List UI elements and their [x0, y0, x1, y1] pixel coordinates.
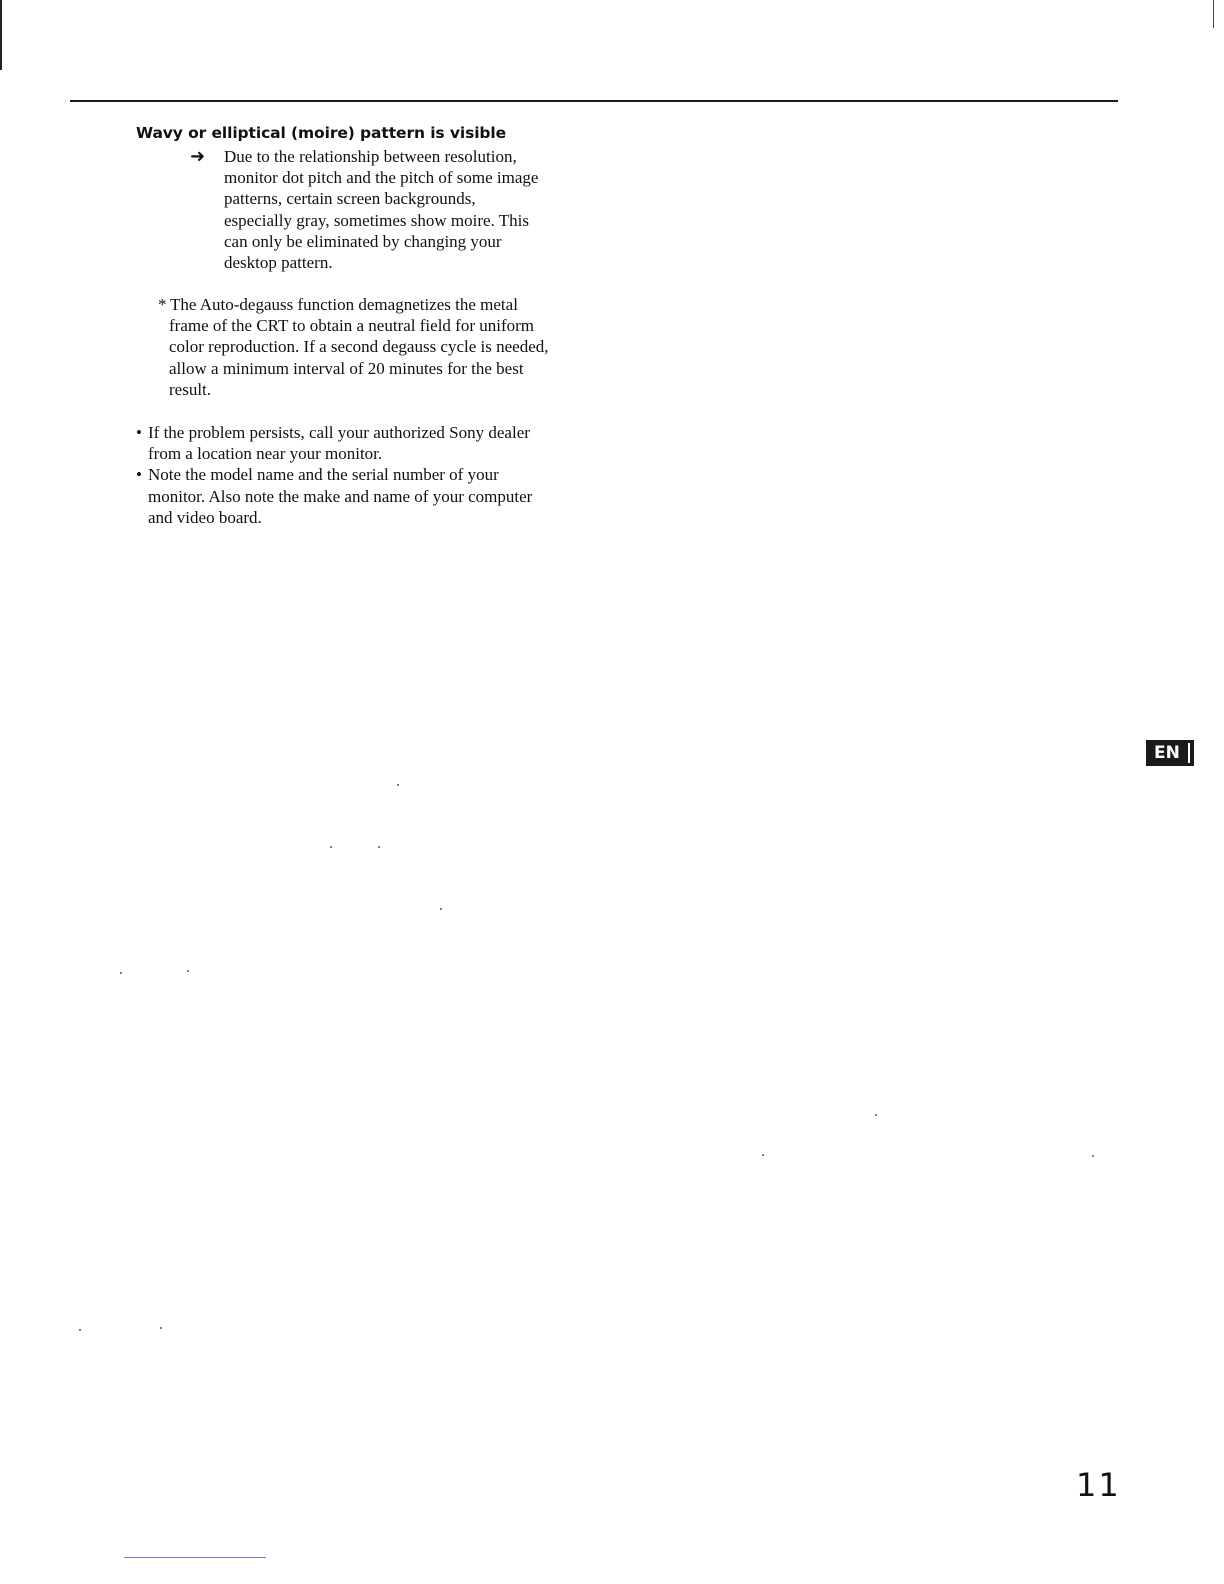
scan-edge-left	[0, 0, 2, 70]
footnote-line: color reproduction. If a second degauss cycle is needed,	[169, 337, 549, 357]
scan-speck	[79, 1329, 81, 1331]
remedy-line: monitor dot pitch and the pitch of some image	[224, 168, 539, 188]
language-tab: EN	[1146, 740, 1194, 766]
remedy-line: can only be eliminated by changing your	[224, 231, 502, 251]
bullet-icon: •	[136, 423, 142, 442]
scan-speck	[330, 846, 332, 848]
scan-speck	[440, 908, 442, 910]
section-heading: Wavy or elliptical (moire) pattern is visible	[136, 124, 507, 142]
right-arrow-icon: ➜	[190, 146, 206, 167]
scan-edge-right	[1213, 0, 1214, 28]
note-line: monitor. Also note the make and name of your computer	[148, 486, 533, 506]
notes-list	[136, 422, 606, 528]
footnote-line: frame of the CRT to obtain a neutral field for uniform	[169, 316, 535, 336]
footnote-marker: *	[158, 295, 167, 314]
note-line: Note the model name and the serial number of your	[148, 465, 499, 485]
footer-rule	[124, 1557, 266, 1558]
remedy-line: patterns, certain screen backgrounds,	[224, 189, 476, 209]
note-line: and video board.	[148, 507, 262, 527]
scan-speck	[1092, 1155, 1094, 1157]
list-item	[136, 422, 606, 464]
scan-speck	[160, 1327, 162, 1329]
remedy-line: especially gray, sometimes show moire. This	[224, 210, 529, 230]
footnote	[158, 294, 618, 400]
bullet-icon: •	[136, 465, 142, 485]
page-number: 11	[1076, 1466, 1121, 1504]
remedy-paragraph	[224, 146, 604, 273]
header-rule	[70, 100, 1118, 102]
footnote-line: * The Auto-degauss function demagnetizes the metal	[158, 295, 518, 314]
note-line: from a location near your monitor.	[148, 444, 383, 464]
list-item	[136, 464, 606, 528]
scan-speck	[187, 970, 189, 972]
footnote-line: allow a minimum interval of 20 minutes for the best	[169, 358, 524, 378]
scan-speck	[762, 1154, 764, 1156]
scan-speck	[875, 1114, 877, 1116]
note-line: If the problem persists, call your authorized Sony dealer	[148, 423, 530, 442]
remedy-line: Due to the relationship between resolution,	[224, 147, 517, 166]
footnote-line: result.	[169, 379, 212, 399]
scan-speck	[378, 846, 380, 848]
remedy-line: desktop pattern.	[224, 253, 333, 273]
scan-speck	[120, 972, 122, 974]
scan-speck	[397, 784, 399, 786]
